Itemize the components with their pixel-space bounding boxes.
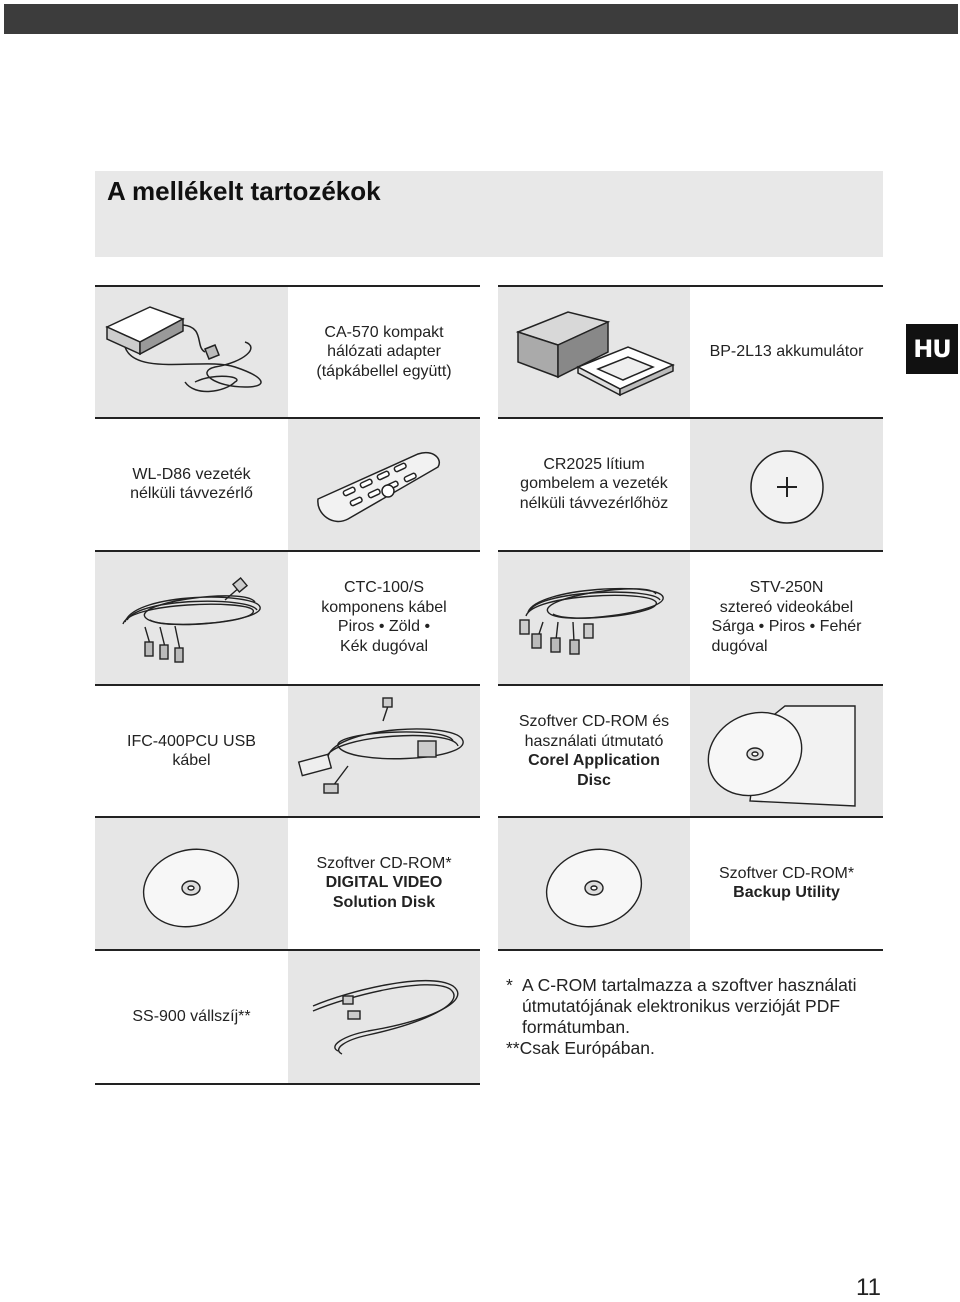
- usb-cable-icon: [288, 686, 480, 816]
- image-cell: [498, 552, 690, 684]
- image-cell: [498, 818, 690, 950]
- footnote-star: * A C-ROM tartalmazza a szoftver használati: [506, 975, 857, 995]
- image-cell: [95, 552, 288, 684]
- item-ctc100s: CTC-100/S komponens kábel Piros • Zöld • Kék dugóval: [321, 579, 447, 655]
- footnote-line: formátumban.: [522, 1017, 630, 1037]
- item-digital-video-disk: Szoftver CD-ROM* DIGITAL VIDEO Solution Disk: [316, 854, 452, 911]
- ac-adapter-icon: [95, 287, 288, 417]
- language-tab: HU: [906, 324, 958, 374]
- item-ss900: SS-900 vállszíj**: [132, 1008, 251, 1026]
- component-cable-icon: [95, 552, 288, 682]
- item-corel-disc: Szoftver CD-ROM és használati útmutató Corel Application Disc: [518, 713, 670, 789]
- image-cell: [288, 951, 480, 1083]
- page-title: A mellékelt tartozékok: [107, 176, 381, 206]
- remote-control-icon: [288, 419, 480, 549]
- top-bar: [4, 4, 958, 34]
- section-title-box: [95, 171, 883, 257]
- item-wld86: WL-D86 vezeték nélküli távvezérlő: [130, 465, 253, 502]
- item-cr2025: CR2025 lítium gombelem a vezeték nélküli távvezérlőhöz: [519, 455, 669, 512]
- footnote-double-star: **Csak Európában.: [506, 1038, 655, 1058]
- shoulder-strap-icon: [288, 951, 480, 1083]
- cd-rom-icon: [498, 818, 690, 948]
- cd-rom-icon: [95, 818, 288, 948]
- coin-battery-icon: [690, 419, 883, 549]
- row-divider: [95, 1083, 480, 1085]
- image-cell: [690, 686, 883, 818]
- page-number: 11: [856, 1274, 881, 1301]
- item-backup-utility: Szoftver CD-ROM* Backup Utility: [718, 864, 855, 901]
- image-cell: [95, 818, 288, 950]
- image-cell: [498, 287, 690, 419]
- footnotes: [506, 975, 906, 1059]
- image-cell: [288, 686, 480, 818]
- footnote-line: útmutatójának elektronikus verzióját PDF: [522, 996, 841, 1016]
- item-ifc400pcu: IFC-400PCU USB kábel: [127, 732, 256, 769]
- cd-with-manual-icon: [690, 686, 883, 816]
- image-cell: [95, 287, 288, 419]
- battery-icon: [498, 287, 690, 417]
- item-ca570: CA-570 kompakt hálózati adapter (tápkábellel együtt): [316, 323, 452, 380]
- item-bp2l13: BP-2L13 akkumulátor: [709, 343, 864, 361]
- row-divider: [498, 949, 883, 951]
- image-cell: [690, 419, 883, 551]
- image-cell: [288, 419, 480, 551]
- footnote-line: A C-ROM tartalmazza a szoftver használati: [522, 975, 857, 995]
- item-stv250n: STV-250N sztereó videokábel Sárga • Piros • Fehér dugóval: [711, 579, 862, 655]
- stereo-video-cable-icon: [498, 552, 690, 682]
